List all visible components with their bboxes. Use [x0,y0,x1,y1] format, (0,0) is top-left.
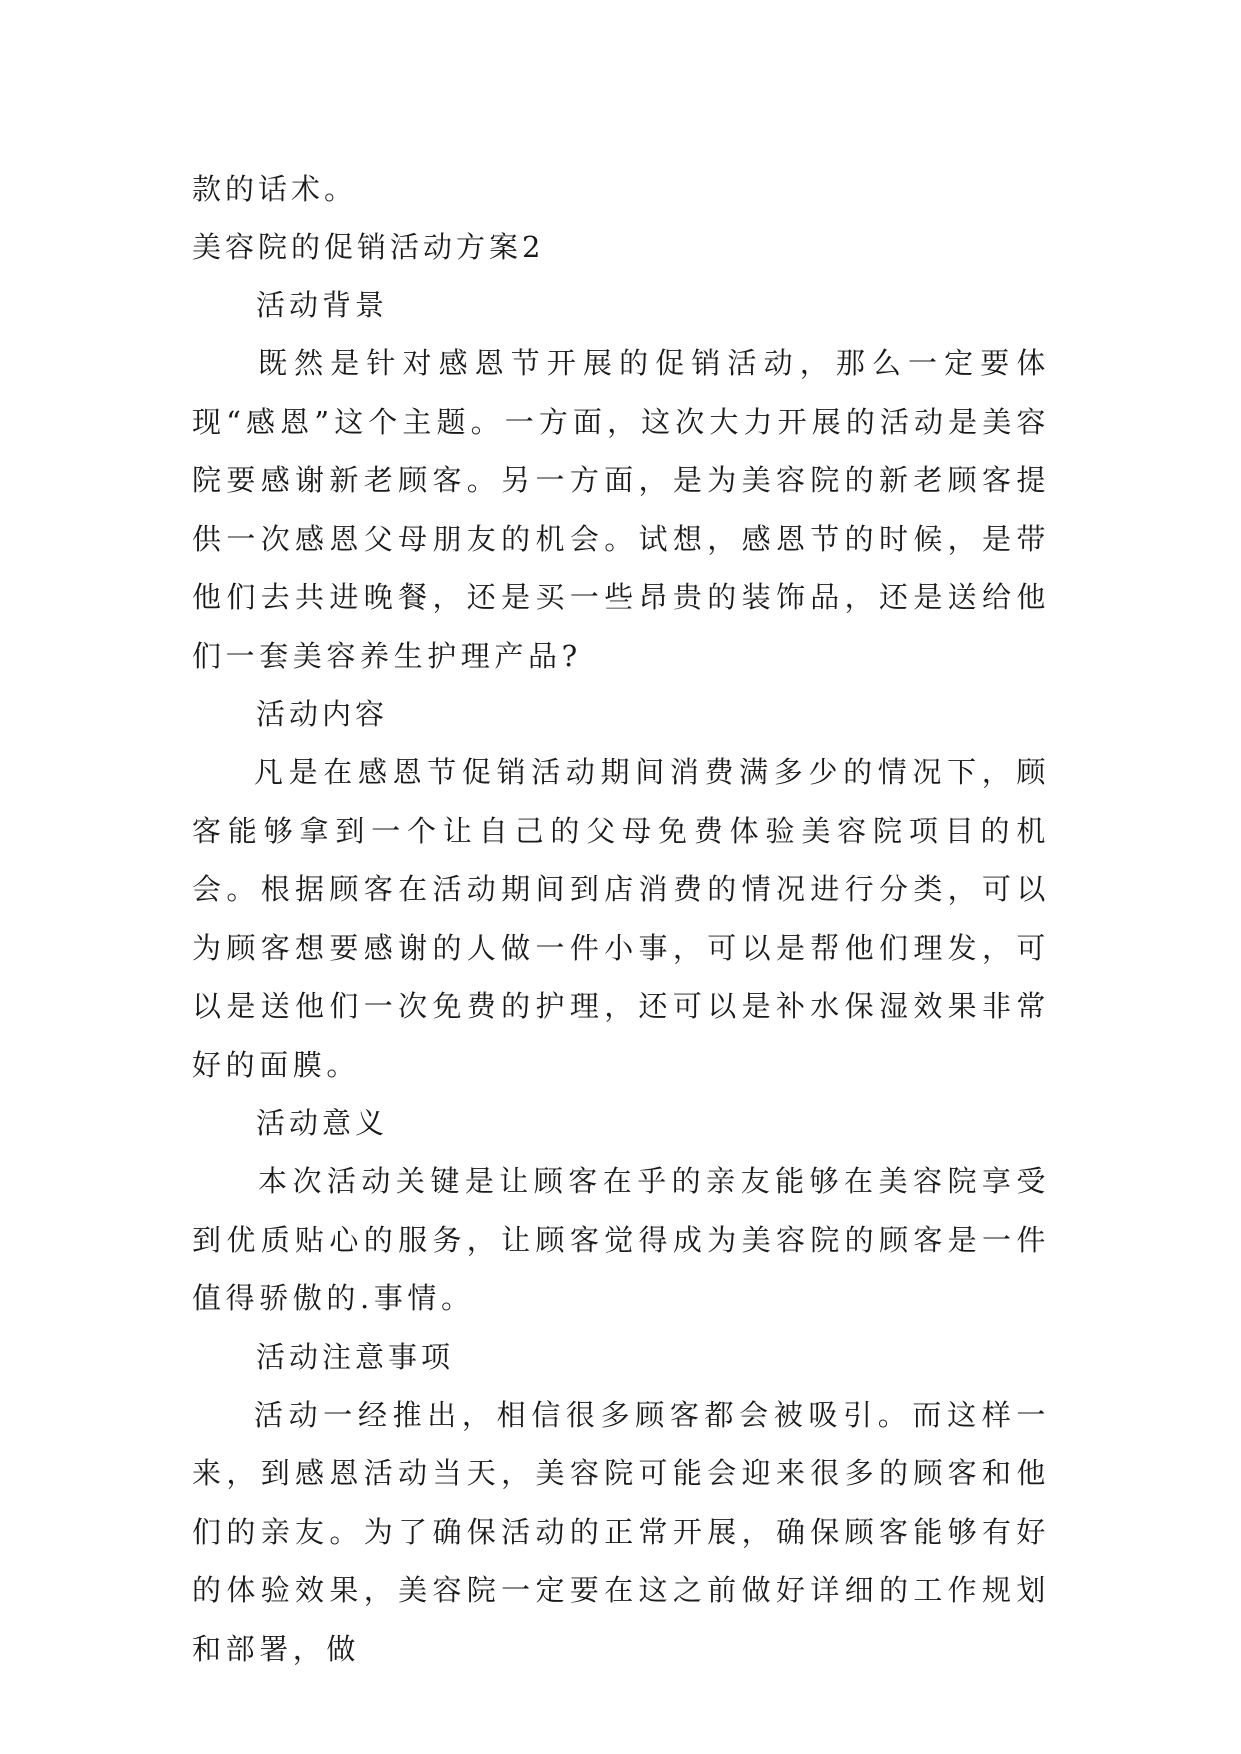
section-body-notes: 活动一经推出，相信很多顾客都会被吸引。而这样一来，到感恩活动当天，美容院可能会迎来很多的顾客和他们的亲友。为了确保活动的正常开展，确保顾客能够有好的体验效果，美容院一定要在这之前做好详细的工作规划和部署，做 [192,1397,1050,1666]
document-body [192,160,1050,1678]
document-title: 美容院的促销活动方案2 [192,230,545,264]
section-heading-background: 活动背景 [256,288,389,322]
section-heading-significance: 活动意义 [256,1106,389,1140]
section-heading-content: 活动内容 [256,697,389,731]
section-body-content: 凡是在感恩节促销活动期间消费满多少的情况下，顾客能够拿到一个让自己的父母免费体验美容院项目的机会。根据顾客在活动期间到店消费的情况进行分类，可以为顾客想要感谢的人做一件小事，可以是帮他们理发，可以是送他们一次免费的护理，还可以是补水保湿效果非常好的面膜。 [192,755,1050,1082]
section-body-significance: 本次活动关键是让顾客在乎的亲友能够在美容院享受到优质贴心的服务，让顾客觉得成为美容院的顾客是一件值得骄傲的.事情。 [192,1164,1050,1315]
continuation-text: 款的话术。 [192,172,358,206]
section-body-background: 既然是针对感恩节开展的促销活动，那么一定要体现“感恩”这个主题。一方面，这次大力开展的活动是美容院要感谢新老顾客。另一方面，是为美容院的新老顾客提供一次感恩父母朋友的机会。试想，感恩节的时候，是带他们去共进晚餐，还是买一些昂贵的装饰品，还是送给他们一套美容养生护理产品? [192,346,1050,673]
section-heading-notes: 活动注意事项 [256,1339,455,1374]
